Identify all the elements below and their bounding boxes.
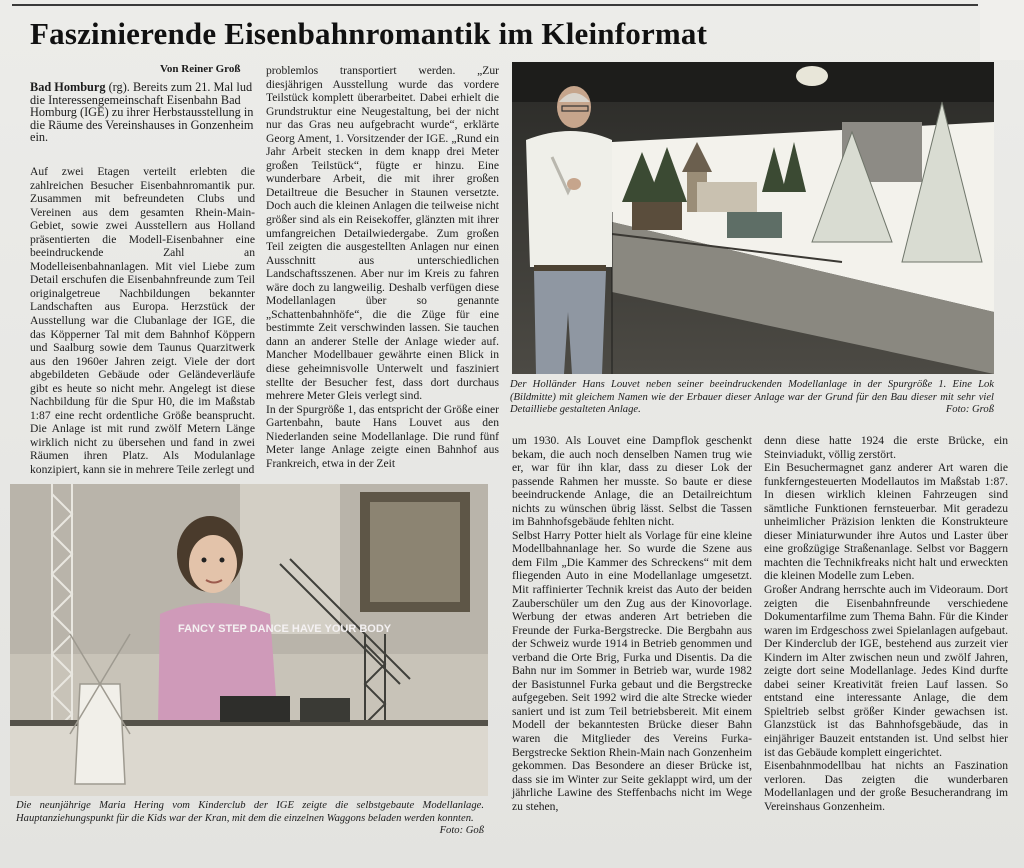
article-column-2	[266, 64, 499, 470]
byline: Von Reiner Groß	[160, 63, 241, 75]
caption-2-text: Die neunjährige Maria Hering vom Kinderclub der IGE zeigte die selbstgebaute Modellanlage. Hauptanziehungspunkt für die Kids war der Kran, mit dem die einzelnen Waggons beladen werden konnten.	[16, 800, 484, 824]
dateline: Bad Homburg	[30, 80, 106, 94]
lead-paragraph	[30, 81, 255, 144]
article-column-4	[764, 434, 1008, 813]
lead-text: (rg). Bereits zum 21. Mal lud die Interessengemeinschaft Eisenbahn Bad Homburg (IGE) zu ihrer Herbstausstellung in die Räume des Vereinshauses in Gonzenheim ein.	[30, 80, 254, 145]
article-column-1	[30, 165, 255, 477]
photo-2-caption	[16, 800, 484, 838]
photo-1-caption	[510, 379, 994, 417]
column-4-paragraph-4: Eisenbahnmodellbau hat nichts an Faszination verloren. Das zeigten die wunderbaren Modellanlagen und der große Besucherandrang im Vereinshaus Gonzenheim.	[764, 759, 1008, 813]
column-4-paragraph-1: denn diese hatte 1924 die erste Brücke, ein Steinviadukt, völlig zerstört.	[764, 434, 1008, 461]
column-2-paragraph-1: problemlos transportiert werden. „Zur diesjährigen Ausstellung wurde das vordere Teilstück komplett überarbeitet. Dabei erhielt die Grundstruktur eine Neugestaltung, bei der nicht nur das Gras neu aufgebracht wurde“, erklärte Georg Ament, 1. Vorsitzender der IGE. „Rund ein Jahr Arbeit stecken in dem knapp drei Meter großen Teilstück“, fügte er hinzu. Eine wunderbare Arbeit, die mit ihrer großen Detailtreue die Besucher in Staunen versetzte. Doch auch die kleinen Anlagen die teilweise nicht größer sind als ein Reisekoffer, glänzten mit ihrer umfangreichen Detailwiedergabe. Zum großen Teil zeigten die ausgestellten Anlagen nur einen Ausschnitt aus unterschiedlichen Landschaftsszenen. Aber nur im Kreis zu fahren wäre doch zu langweilig. Deshalb verfügen diese Modellanlagen über so genannte „Schattenbahnhöfe“, die die Züge für eine bestimmte Zeit verschwinden lassen. Sie tauchen dann an anderer Stelle der Anlage wieder auf. Mancher Modellbauer gewährte einen Blick in diese geheimnisvolle Unterwelt und fasziniert stellte der Besucher fest, dass dort durchaus mehrere Meter Gleis verlegt sind.	[266, 64, 499, 403]
column-2-paragraph-2: In der Spurgröße 1, das entspricht der Größe einer Gartenbahn, baute Hans Louvet aus den Niederlanden seine Modellanlage. Die rund fünf Meter lange Anlage zeigte einen Bahnhof aus Frankreich, etwa in der Zeit	[266, 402, 499, 470]
photo-kinderclub-girl	[10, 484, 488, 796]
page-edge	[980, 0, 1024, 60]
photo-model-railway-louvet	[512, 62, 994, 374]
headline: Faszinierende Eisenbahnromantik im Kleinformat	[30, 16, 708, 51]
column-4-paragraph-2: Ein Besuchermagnet ganz anderer Art waren die funkferngesteuerten Modellautos im Maßstab 1:87. In diesen wirklich kleinen Fahrzeugen sind sämtliche Funktionen fernsteuerbar. Mit geradezu unheimlicher Präzision lenkten die Konstrukteure dieser Miniaturwunder ihre Autos und Laster über eine großzügige Straßenanlage. Selbst vor Baggern machten die Technikfreaks nicht halt und erweckten die kleinen Modelle zum Leben.	[764, 461, 1008, 583]
article-column-3	[512, 434, 752, 813]
column-3-paragraph-2: Selbst Harry Potter hielt als Vorlage für eine kleine Modellbahnanlage her. So wurde die Szene aus dem Film „Die Kammer des Schreckens“ mit dem fliegenden Auto in eine Modellanlage umgesetzt. Mit raffinierter Technik kreist das Auto der beiden Zauberschüler um den Zug aus der Kinovorlage. Werbung der etwas anderen Art betrieben die Freunde der Furka-Bergstrecke. Die Bergbahn aus der Schweiz wurde 1914 in Betrieb genommen und verband die Orte Brig, Furka und Disentis. Da die Bahn nur im Sommer in Betrieb war, wurde 1982 der Basistunnel Furka gebaut und die Bergstrecke aufgegeben. Seit 1992 wird die alte Strecke wieder saniert und ist zum Teil betriebsbereit. Mit einem Modell der bekanntesten Brücke dieser Bahn waren die Mitglieder des Vereins Furka-Bergstrecke Sektion Rhein-Main nach Gonzenheim gekommen. Das Besondere an dieser Brücke ist, dass sie im Winter zur Seite geklappt wird, um der jährliche Lawine des Steffenbachs nicht im Wege zu stehen,	[512, 528, 752, 813]
caption-1-text: Der Holländer Hans Louvet neben seiner beeindruckenden Modellanlage in der Spurgröße 1. Eine Lok (Bildmitte) mit gleichem Namen wie der Erbauer dieser Anlage war der Grund für den Bau dieser mit sehr viel Detailliebe gestalteten Anlage.	[510, 379, 994, 416]
column-3-paragraph-1: um 1930. Als Louvet eine Dampflok geschenkt bekam, die auch noch denselben Namen trug wie er, war für ihn klar, dass zu dieser Lok der passende Rahmen her musste. So baute er diese beeindruckende Anlage, die an Detailreichtum nichts zu wünschen übrig lässt. Selbst die Tassen im Bahnhofsgebäude fehlten nicht.	[512, 434, 752, 529]
column-1-text: Auf zwei Etagen verteilt erlebten die zahlreichen Besucher Eisenbahnromantik pur. Zusammen mit befreundeten Clubs und Vereinen aus dem gesamten Rhein-Main-Gebiet, sowie zwei Ausstellern aus Holland präsentierten die Modell-Eisenbahner eine beeindruckende Zahl an Modelleisenbahnanlagen. Mit viel Liebe zum Detail erschufen die Eisenbahnfreunde zum Teil originalgetreue Nachbildungen bekannter Landschaften aus Europa. Herzstück der Ausstellung war die Clubanlage der IGE, die das Köpperner Tal mit dem Bahnhof Köppern und Saalburg sowie dem Taunus Quarzitwerk aus den 1960er Jahren zeigt. Viele der dort abgebildeten Gebäude oder Geländeverläufe gibt es heute so nicht mehr. Angelegt ist diese Nachbildung für die Spur H0, die im Maßstab 1:87 eine recht ordentliche Größe beansprucht. Die Anlage ist mit rund zwölf Metern Länge wirklich nicht zu übersehen und fand in zwei Räumen ihren Platz. Als Modulanlage konzipiert, kann sie in mehrere Teile zerlegt und	[30, 165, 255, 477]
top-rule	[12, 4, 978, 6]
caption-2-credit: Foto: Goß	[439, 825, 484, 837]
column-4-paragraph-3: Großer Andrang herrschte auch im Videoraum. Dort zeigten die Eisenbahnfreunde verschiedene Dokumentarfilme zum Thema Bahn. Für die Kinder waren im Erdgeschoss zwei Spielanlagen aufgebaut. Der Kinderclub der IGE, bestehend aus zurzeit vier Kindern im Alter zwischen neun und zwölf Jahren, zeigte dort seine Modellanlage. Jedes Kind durfte dabei seiner Kreativität freien Lauf lassen. So entstand eine interessante Anlage, die dem Spieltrieb selbst größer Kinder gewachsen ist. Glanzstück ist das Bahnhofsgebäude, das in einjähriger Bauzeit entstanden ist. Und selbst hier ist das Gebäude komplett eingerichtet.	[764, 583, 1008, 759]
caption-1-credit: Foto: Groß	[945, 404, 994, 416]
shirt-print: FANCY STEP DANCE HAVE YOUR BODY	[178, 623, 392, 635]
